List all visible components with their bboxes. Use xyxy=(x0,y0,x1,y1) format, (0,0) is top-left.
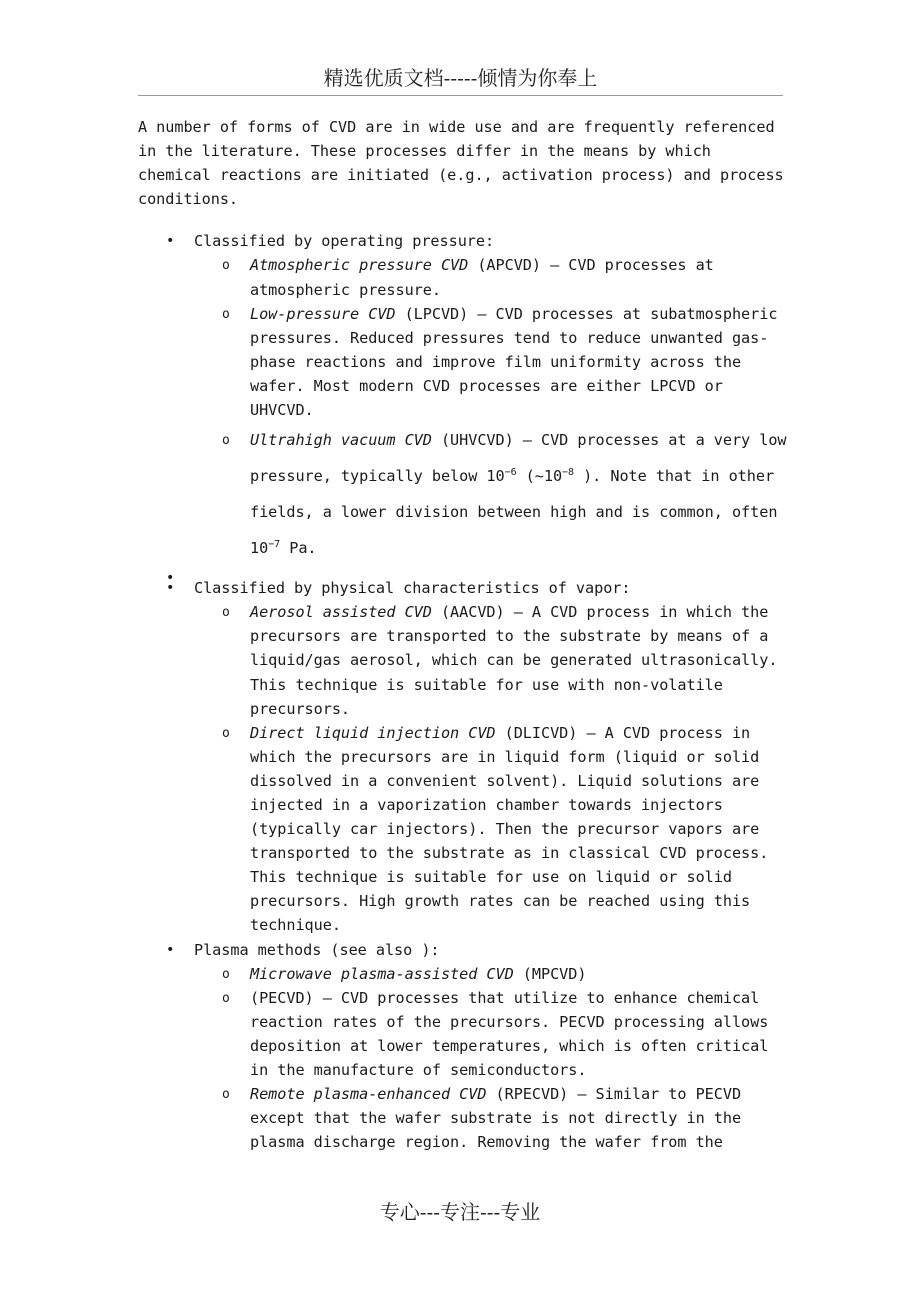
description: (LPCVD) – CVD processes at subatmospheric pressures. Reduced pressures tend to reduce unwanted gas-phase reactions and improve film uniformity across the wafer. Most modern CVD processes are either LPCVD or UHVCVD. xyxy=(250,304,778,420)
section-label: Plasma methods (see also ): xyxy=(194,940,440,959)
list-item-plasma-methods xyxy=(138,938,788,1155)
sub-item-apcvd xyxy=(194,253,788,301)
description-end: Pa. xyxy=(280,539,317,558)
sub-item-lpcvd xyxy=(194,302,788,422)
description: (RPECVD) – Similar to PECVD except that the wafer substrate is not directly in the plasma discharge region. Removing the wafer from the xyxy=(250,1085,742,1152)
list-item-vapor-characteristics xyxy=(138,576,788,937)
term: Low-pressure CVD xyxy=(250,304,396,323)
description: (PECVD) – CVD processes that utilize to enhance chemical reaction rates of the precursors. PECVD processing allows deposition at lower temperatures, which is often critical in the manufacture of semiconductors. xyxy=(250,988,769,1079)
description: (MPCVD) xyxy=(513,964,587,983)
sub-item-dlicvd xyxy=(194,721,788,938)
description-mid: (~10 xyxy=(516,467,563,486)
sub-item-mpcvd xyxy=(194,962,788,986)
sublist xyxy=(194,962,788,1155)
superscript: −8 xyxy=(562,467,574,479)
term: Atmospheric pressure CVD xyxy=(250,256,469,275)
cvd-classification-list xyxy=(138,229,788,1154)
description-rest: ). Note that in other fields, a lower division between high and is common, often 10 xyxy=(250,467,778,558)
page-header: 精选优质文档-----倾情为你奉上 xyxy=(138,62,783,96)
section-label: Classified by operating pressure: xyxy=(194,232,495,251)
page-footer: 专心---专注---专业 xyxy=(379,1200,541,1224)
description: (APCVD) – CVD processes at atmospheric pressure. xyxy=(250,256,714,299)
section-label: Classified by physical characteristics of vapor: xyxy=(194,579,631,598)
description: (UHVCVD) – CVD processes at a very low pressure, typically below 10 xyxy=(250,431,787,486)
term: Microwave plasma-assisted CVD xyxy=(250,964,514,983)
description: (AACVD) – A CVD process in which the precursors are transported to the substrate by means of a liquid/gas aerosol, which can be generated ultrasonically. This technique is suitable for use with non-volatile precursors. xyxy=(250,603,778,718)
sub-item-aacvd xyxy=(194,600,788,720)
sublist xyxy=(194,253,788,566)
term: Aerosol assisted CVD xyxy=(250,603,432,622)
term: Remote plasma-enhanced CVD xyxy=(250,1085,487,1104)
spacer xyxy=(138,566,788,576)
term: Direct liquid injection CVD xyxy=(250,723,496,742)
superscript: −7 xyxy=(268,539,281,551)
sub-item-rpecvd xyxy=(194,1082,788,1154)
term: Ultrahigh vacuum CVD xyxy=(250,431,432,450)
sublist xyxy=(194,600,788,937)
list-item-operating-pressure xyxy=(138,229,788,566)
intro-paragraph: A number of forms of CVD are in wide use and are frequently referenced in the literature. These processes differ in the means by which chemical reactions are initiated (e.g., activation process) and process conditions. xyxy=(138,118,784,209)
superscript: −6 xyxy=(504,467,517,479)
sub-item-pecvd xyxy=(194,986,788,1082)
description: (DLICVD) – A CVD process in which the precursors are in liquid form (liquid or solid dissolved in a convenient solvent). Liquid solutions are injected in a vaporization chamber towards injectors (typically car injectors). Then the precursor vapors are transported to the substrate as in classical CVD process. This technique is suitable for use on liquid or solid precursors. High growth rates can be reached using this technique. xyxy=(250,723,769,935)
document-body xyxy=(138,115,788,1154)
sub-item-uhvcvd xyxy=(194,422,788,566)
